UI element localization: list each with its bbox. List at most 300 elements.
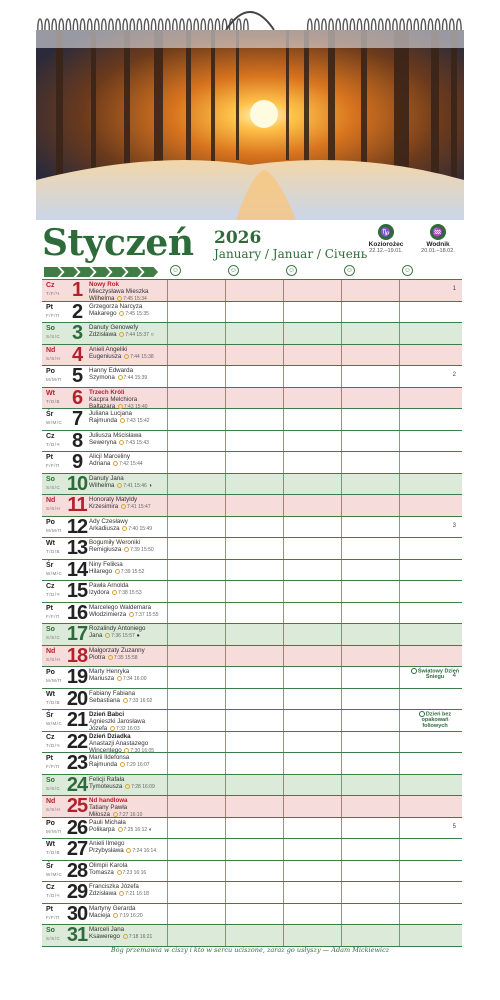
- weekday-label: Po: [46, 518, 55, 526]
- weekday-label: So: [46, 325, 55, 332]
- capricorn-icon: ♑: [378, 224, 394, 240]
- nameday-line: Polikarpa: [89, 825, 115, 833]
- nameday-line: Małgorzaty Zuzanny: [89, 646, 145, 654]
- day-row: [42, 323, 462, 345]
- nameday-line: Tatiany Pawła: [89, 804, 128, 811]
- nameday-line: Agnieszki Jarosława: [89, 718, 146, 725]
- weekday-label: Wt: [46, 389, 55, 397]
- weekday-label: Cz: [46, 583, 55, 590]
- nameday-line: Makarego: [89, 309, 117, 317]
- sunrise-sunset: 7:37 15:55: [128, 612, 159, 618]
- arrow-strip: [44, 267, 156, 277]
- weekday-abbrev: T/D/В: [46, 699, 61, 705]
- nameday-line: Jana: [89, 632, 103, 639]
- nameday-line: Mieczysława Mieszka: [89, 288, 149, 295]
- day-number: 23: [66, 752, 88, 774]
- day-row: [42, 409, 462, 431]
- nameday-text: [89, 561, 167, 576]
- day-row: [42, 560, 462, 582]
- nameday-text: [89, 281, 167, 303]
- sun-icon: [120, 418, 125, 423]
- weekday-abbrev: S/S/C: [46, 635, 61, 640]
- day-number: 7: [71, 408, 83, 430]
- sunrise-sunset: 7:27 16:10: [112, 812, 143, 818]
- weekday-abbrev: W/M/С: [46, 570, 63, 576]
- sun-icon: [119, 440, 124, 445]
- nameday-line: Juliusza Mścisława: [89, 431, 142, 439]
- day-row: [42, 882, 462, 904]
- weekday-abbrev: T/D/В: [46, 398, 61, 404]
- day-number: 4: [71, 343, 83, 366]
- nameday-line: Marcelego Waldemara: [89, 603, 152, 611]
- day-number: 20: [66, 687, 88, 710]
- nameday-line: Ady Czesławy: [89, 517, 128, 525]
- week-number: 3: [452, 522, 456, 529]
- nameday-line: Rozalindy Antoniego: [89, 625, 146, 632]
- weekday-abbrev: F/F/П: [46, 764, 60, 769]
- moon-phase-icon: ◑: [148, 482, 152, 489]
- day-row: [42, 904, 462, 926]
- nameday-line: Miłosza: [89, 811, 110, 818]
- nameday-line: Marty Henryka: [89, 668, 130, 675]
- sun-icon: [105, 633, 110, 638]
- nameday-line: Anieli Angeliki: [89, 345, 128, 353]
- nameday-text: [89, 496, 167, 511]
- nameday-text: [89, 625, 167, 640]
- nameday-line: Danuty Jana: [89, 474, 124, 482]
- weekday-label: So: [46, 927, 55, 934]
- holiday-label: Dzień Dziadka: [89, 732, 131, 740]
- day-row: [42, 431, 462, 453]
- sunrise-sunset: 7:18 16:21: [122, 934, 153, 940]
- weekday-abbrev: T/F/Ч: [46, 291, 60, 296]
- nameday-line: Franciszka Józefa: [89, 883, 139, 890]
- sunrise-sunset: 7:34 16:00: [116, 676, 147, 682]
- sun-icon: [125, 784, 130, 789]
- nameday-line: Kacpra Melchiora: [89, 395, 138, 403]
- nameday-text: [89, 840, 167, 855]
- nameday-line: Danuty Genowefy: [89, 324, 139, 331]
- sunrise-sunset: 7:42 15:44: [112, 461, 143, 467]
- sunrise-sunset: 7:45 15:34: [116, 296, 147, 302]
- weekday-label: Pt: [46, 905, 53, 913]
- sun-icon: [113, 913, 118, 918]
- month-title: Styczeń: [42, 222, 194, 264]
- weekday-abbrev: M/M/П: [46, 678, 62, 683]
- day-row: [42, 732, 462, 754]
- nameday-line: Remigiusza: [89, 546, 122, 553]
- nameday-line: Arkadiusza: [89, 524, 120, 532]
- sunrise-sunset: 7:45 15:35: [118, 311, 149, 317]
- nameday-line: Izydora: [89, 589, 110, 596]
- calendar-grid: [42, 264, 462, 947]
- day-number: 10: [66, 472, 88, 495]
- day-row: [42, 474, 462, 496]
- sunrise-sunset: 7:43 15:40: [117, 404, 148, 410]
- sun-icon: [120, 762, 125, 767]
- nameday-text: [89, 582, 167, 597]
- nameday-line: Martyny Gerarda: [89, 904, 136, 912]
- day-number: 6: [71, 386, 83, 409]
- day-number: 19: [66, 666, 88, 688]
- nameday-text: [89, 539, 167, 554]
- weekday-abbrev: S/S/Н: [46, 355, 61, 361]
- nameday-line: Grzegorza Narcyza: [89, 302, 143, 310]
- weekday-label: Cz: [46, 733, 55, 741]
- weekday-label: Nd: [46, 346, 56, 354]
- sunrise-sunset: 7:19 16:20: [112, 913, 143, 919]
- sunrise-sunset: 7:32 16:03: [109, 726, 140, 732]
- day-row: [42, 452, 462, 474]
- weekday-label: Cz: [46, 282, 55, 289]
- nameday-line: Honoraty Matyldy: [89, 496, 138, 503]
- sunrise-sunset: 7:44 15:37: [118, 332, 149, 338]
- nameday-line: Felicji Rafała: [89, 775, 125, 783]
- day-number: 16: [66, 601, 88, 624]
- day-number: 13: [66, 537, 88, 559]
- weekday-abbrev: T/D/Ч: [46, 441, 60, 447]
- weekday-label: Po: [46, 368, 55, 375]
- smiley-icon: ☺: [345, 267, 354, 274]
- weekday-abbrev: F/F/П: [46, 914, 60, 920]
- nameday-line: Rajmunda: [89, 417, 118, 424]
- nameday-text: [89, 883, 167, 898]
- nameday-text: [89, 733, 167, 755]
- nameday-line: Niny Feliksa: [89, 560, 123, 568]
- aquarius-icon: ♒: [430, 224, 446, 240]
- sunrise-sunset: 7:33 16:02: [122, 698, 153, 704]
- nameday-line: Hilarego: [89, 567, 113, 575]
- nameday-line: Szymona: [89, 374, 115, 381]
- sunrise-sunset: 7:25 16:12: [117, 827, 148, 833]
- sun-icon: [108, 655, 113, 660]
- sunrise-sunset: 7:29 16:07: [119, 762, 150, 768]
- day-row: [42, 925, 462, 947]
- month-translations: January / Januar / Січень: [214, 247, 368, 261]
- sun-icon: [121, 504, 126, 509]
- nameday-line: Rajmunda: [89, 761, 118, 768]
- nameday-line: Ksawerego: [89, 933, 120, 940]
- day-number: 26: [66, 816, 88, 839]
- sun-icon: [118, 827, 123, 832]
- sun-icon: [124, 547, 129, 552]
- weekday-abbrev: M/M/П: [46, 527, 62, 533]
- weekday-abbrev: S/S/Н: [46, 656, 61, 662]
- nameday-line: Marceli Jana: [89, 926, 125, 933]
- nameday-text: [89, 303, 167, 318]
- sun-icon: [124, 354, 129, 359]
- weekday-label: Pt: [46, 755, 53, 762]
- weekday-label: Po: [46, 819, 55, 827]
- day-row: [42, 710, 462, 732]
- sunrise-sunset: 7:36 15:57: [104, 633, 135, 639]
- day-row: [42, 839, 462, 861]
- week-number: 5: [452, 823, 456, 830]
- day-row: [42, 345, 462, 367]
- weekday-label: Po: [46, 669, 55, 676]
- day-number: 21: [66, 709, 88, 731]
- sun-icon: [123, 698, 128, 703]
- nameday-text: [89, 905, 167, 920]
- nameday-line: Adriana: [89, 460, 111, 467]
- event-note: Dzień bez opakowań foliowych: [410, 711, 460, 729]
- nameday-line: Mariusza: [89, 675, 115, 682]
- weekday-abbrev: S/S/Н: [46, 807, 61, 812]
- sun-icon: [117, 676, 122, 681]
- weekday-abbrev: T/D/В: [46, 850, 61, 855]
- nameday-text: [89, 797, 167, 819]
- weekday-label: Cz: [46, 884, 55, 891]
- weekday-abbrev: F/F/П: [46, 613, 60, 619]
- weekday-label: Cz: [46, 432, 55, 440]
- weekday-label: Nd: [46, 647, 56, 655]
- sun-icon: [119, 332, 124, 337]
- nameday-text: [89, 367, 167, 382]
- nameday-line: Pawła Arnolda: [89, 582, 129, 589]
- nameday-line: Zdzisława: [89, 890, 117, 897]
- nameday-text: [89, 389, 167, 411]
- sunrise-sunset: 7:40 15:49: [121, 526, 152, 532]
- weekday-label: Pt: [46, 604, 53, 612]
- smiley-icon: ☺: [403, 267, 412, 274]
- sun-icon: [119, 311, 124, 316]
- nameday-text: [89, 690, 167, 705]
- day-number: 11: [67, 494, 87, 516]
- moon-phase-icon: ○: [150, 332, 154, 338]
- sun-icon: [115, 569, 120, 574]
- day-row: [42, 796, 462, 818]
- weekday-abbrev: T/D/Ч: [46, 592, 60, 597]
- year-label: 2026: [214, 228, 262, 248]
- weekday-abbrev: S/S/Н: [46, 506, 61, 511]
- day-number: 24: [66, 773, 88, 796]
- winter-forest-photo: [36, 30, 464, 220]
- weekday-label: Wt: [46, 690, 55, 698]
- nameday-text: [89, 926, 167, 941]
- weekday-abbrev: T/D/Ч: [46, 742, 60, 748]
- nameday-text: [89, 711, 167, 733]
- nameday-line: Wilhelma: [89, 295, 115, 302]
- weekday-abbrev: F/F/П: [46, 463, 60, 468]
- day-number: 15: [66, 580, 88, 602]
- nameday-text: [89, 432, 167, 447]
- sunrise-sunset: 7:44 15:39: [117, 375, 148, 381]
- nameday-text: [89, 346, 167, 361]
- nameday-text: [89, 410, 167, 425]
- sunrise-sunset: 7:35 15:58: [107, 655, 138, 661]
- nameday-line: Anastazji Anastazego: [89, 739, 149, 747]
- leaf-icon: [419, 711, 425, 717]
- day-number: 2: [71, 300, 83, 323]
- nameday-line: Przybysława: [89, 847, 124, 854]
- sun-icon: [117, 483, 122, 488]
- zodiac-capricorn: ♑ Koziorożec 22.12.–19.01.: [358, 224, 414, 254]
- nameday-line: Macieja: [89, 911, 111, 919]
- nameday-text: [89, 668, 167, 683]
- weekday-abbrev: T/D/Ч: [46, 893, 60, 898]
- weekday-abbrev: S/S/C: [46, 936, 61, 941]
- nameday-line: Wilhelma: [89, 481, 115, 489]
- weekday-label: So: [46, 475, 55, 483]
- event-note: Światowy Dzień Śniegu: [410, 668, 460, 680]
- day-row: [42, 646, 462, 668]
- nameday-text: [89, 604, 167, 619]
- weekday-label: Nd: [46, 798, 56, 805]
- sun-icon: [117, 870, 122, 875]
- nameday-line: Hanny Edwarda: [89, 367, 134, 374]
- smiley-icon: ☺: [229, 267, 238, 274]
- weekday-label: Śr: [46, 561, 54, 569]
- weekday-abbrev: M/M/П: [46, 828, 62, 834]
- sunrise-sunset: 7:44 15:38: [123, 354, 154, 360]
- weekday-label: Śr: [46, 411, 54, 418]
- sun-icon: [123, 934, 128, 939]
- nameday-line: Juliana Lucjana: [89, 410, 133, 417]
- sun-icon: [118, 375, 123, 380]
- sunrise-sunset: 7:39 15:52: [114, 569, 145, 575]
- day-number: 27: [66, 838, 88, 860]
- day-number: 22: [66, 730, 88, 753]
- weekday-abbrev: W/M/С: [46, 871, 63, 877]
- weekday-abbrev: S/S/C: [46, 334, 61, 339]
- day-row: [42, 538, 462, 560]
- day-number: 12: [66, 515, 88, 538]
- sunrise-sunset: 7:23 16:16: [116, 870, 147, 876]
- sun-icon: [118, 404, 123, 409]
- sun-icon: [126, 848, 131, 853]
- weekday-abbrev: S/S/C: [46, 484, 61, 490]
- nameday-line: Anieli Ilmego: [89, 840, 125, 847]
- hanger-hook: [222, 2, 278, 32]
- sunrise-sunset: 7:38 15:53: [111, 590, 142, 596]
- calendar-header: [36, 222, 464, 266]
- day-row: [42, 517, 462, 539]
- nameday-line: Piotra: [89, 653, 106, 661]
- day-row: [42, 753, 462, 775]
- nameday-line: Seweryna: [89, 438, 117, 446]
- nameday-line: Tymoteusza: [89, 782, 123, 790]
- holiday-label: Trzech Króli: [89, 388, 125, 396]
- smiley-icon: ☺: [171, 267, 180, 274]
- week-number: 2: [452, 372, 456, 378]
- day-row: [42, 581, 462, 603]
- nameday-line: Wincentego: [89, 746, 122, 754]
- day-row: [42, 603, 462, 625]
- grid-header-row: [42, 264, 462, 280]
- day-row: [42, 495, 462, 517]
- weekday-label: Nd: [46, 497, 56, 504]
- weekday-abbrev: W/M/С: [46, 721, 63, 726]
- sun-icon: [129, 612, 134, 617]
- weekday-label: So: [46, 776, 55, 784]
- nameday-text: [89, 862, 167, 877]
- nameday-text: [89, 324, 167, 339]
- weekday-label: Śr: [46, 862, 54, 870]
- day-number: 14: [66, 558, 88, 581]
- nameday-line: Włodzimierza: [89, 610, 127, 618]
- sunrise-sunset: 7:43 15:42: [119, 418, 150, 424]
- week-number: 4: [452, 673, 456, 679]
- day-row: [42, 689, 462, 711]
- day-row: [42, 861, 462, 883]
- sunrise-sunset: 7:24 16:14: [125, 848, 156, 854]
- day-number: 17: [66, 623, 88, 645]
- sun-icon: [113, 461, 118, 466]
- day-number: 3: [71, 322, 83, 344]
- leaf-icon: [411, 668, 417, 674]
- weekday-abbrev: W/M/С: [46, 420, 63, 425]
- weekday-label: So: [46, 626, 55, 633]
- weekday-abbrev: S/S/C: [46, 785, 61, 791]
- sun-icon: [122, 526, 127, 531]
- nameday-line: Marii Ildefonsa: [89, 754, 130, 761]
- moon-phase-icon: ●: [136, 633, 140, 639]
- day-row: [42, 388, 462, 410]
- holiday-label: Dzień Babci: [89, 711, 125, 718]
- weekday-label: Wt: [46, 841, 55, 848]
- nameday-text: [89, 819, 167, 834]
- nameday-line: Józefa: [89, 725, 108, 732]
- day-row: [42, 302, 462, 324]
- sunrise-sunset: 7:39 15:50: [123, 547, 154, 553]
- sun-icon: [113, 812, 118, 817]
- sunrise-sunset: 7:41 15:46: [116, 483, 147, 489]
- nameday-line: Sebastiana: [89, 696, 120, 704]
- nameday-text: [89, 647, 167, 662]
- day-number: 1: [71, 279, 83, 301]
- zodiac-aquarius: ♒ Wodnik 20.01.–18.02.: [410, 224, 466, 254]
- nameday-text: [89, 453, 167, 468]
- sunrise-sunset: 7:41 15:47: [120, 504, 151, 510]
- smiley-icon: ☺: [287, 267, 296, 274]
- quote-footer: Bóg przemawia w ciszy i kto w sercu uciszone, zaraz go usłyszy — Adam Mickiewicz: [110, 946, 390, 954]
- day-number: 9: [71, 451, 83, 473]
- sunrise-sunset: 7:43 15:43: [118, 440, 149, 446]
- day-row: [42, 818, 462, 840]
- sunrise-sunset: 7:28 16:09: [124, 784, 155, 790]
- nameday-line: Fabiany Fabiana: [89, 689, 136, 697]
- sun-icon: [119, 891, 124, 896]
- holiday-label: Nd handlowa: [89, 797, 128, 804]
- day-number: 8: [71, 429, 83, 452]
- nameday-text: [89, 475, 167, 490]
- day-number: 28: [66, 859, 88, 882]
- weekday-label: Pt: [46, 303, 53, 311]
- week-number: 1: [452, 286, 456, 292]
- nameday-line: Pauli Michała: [89, 818, 126, 826]
- nameday-line: Eugeniusza: [89, 352, 122, 360]
- nameday-text: [89, 518, 167, 533]
- day-row: [42, 280, 462, 302]
- nameday-line: Tomasza: [89, 868, 114, 876]
- day-number: 5: [71, 365, 83, 387]
- nameday-text: [89, 754, 167, 769]
- sunrise-sunset: 7:21 16:18: [118, 891, 149, 897]
- sunrise-sunset: 7:30 16:05: [123, 748, 154, 754]
- sun-icon: [112, 590, 117, 595]
- day-number: 25: [66, 795, 88, 817]
- nameday-line: Zdzisława: [89, 331, 117, 338]
- day-row: [42, 366, 462, 388]
- nameday-line: Bogumiły Weroniki: [89, 539, 141, 546]
- nameday-line: Olimpii Karola: [89, 861, 128, 869]
- sun-icon: [124, 748, 129, 753]
- weekday-abbrev: M/M/П: [46, 377, 62, 382]
- weekday-abbrev: F/F/П: [46, 312, 60, 318]
- nameday-line: Krzesimira: [89, 503, 119, 510]
- day-number: 29: [66, 881, 88, 903]
- day-number: 18: [66, 644, 88, 667]
